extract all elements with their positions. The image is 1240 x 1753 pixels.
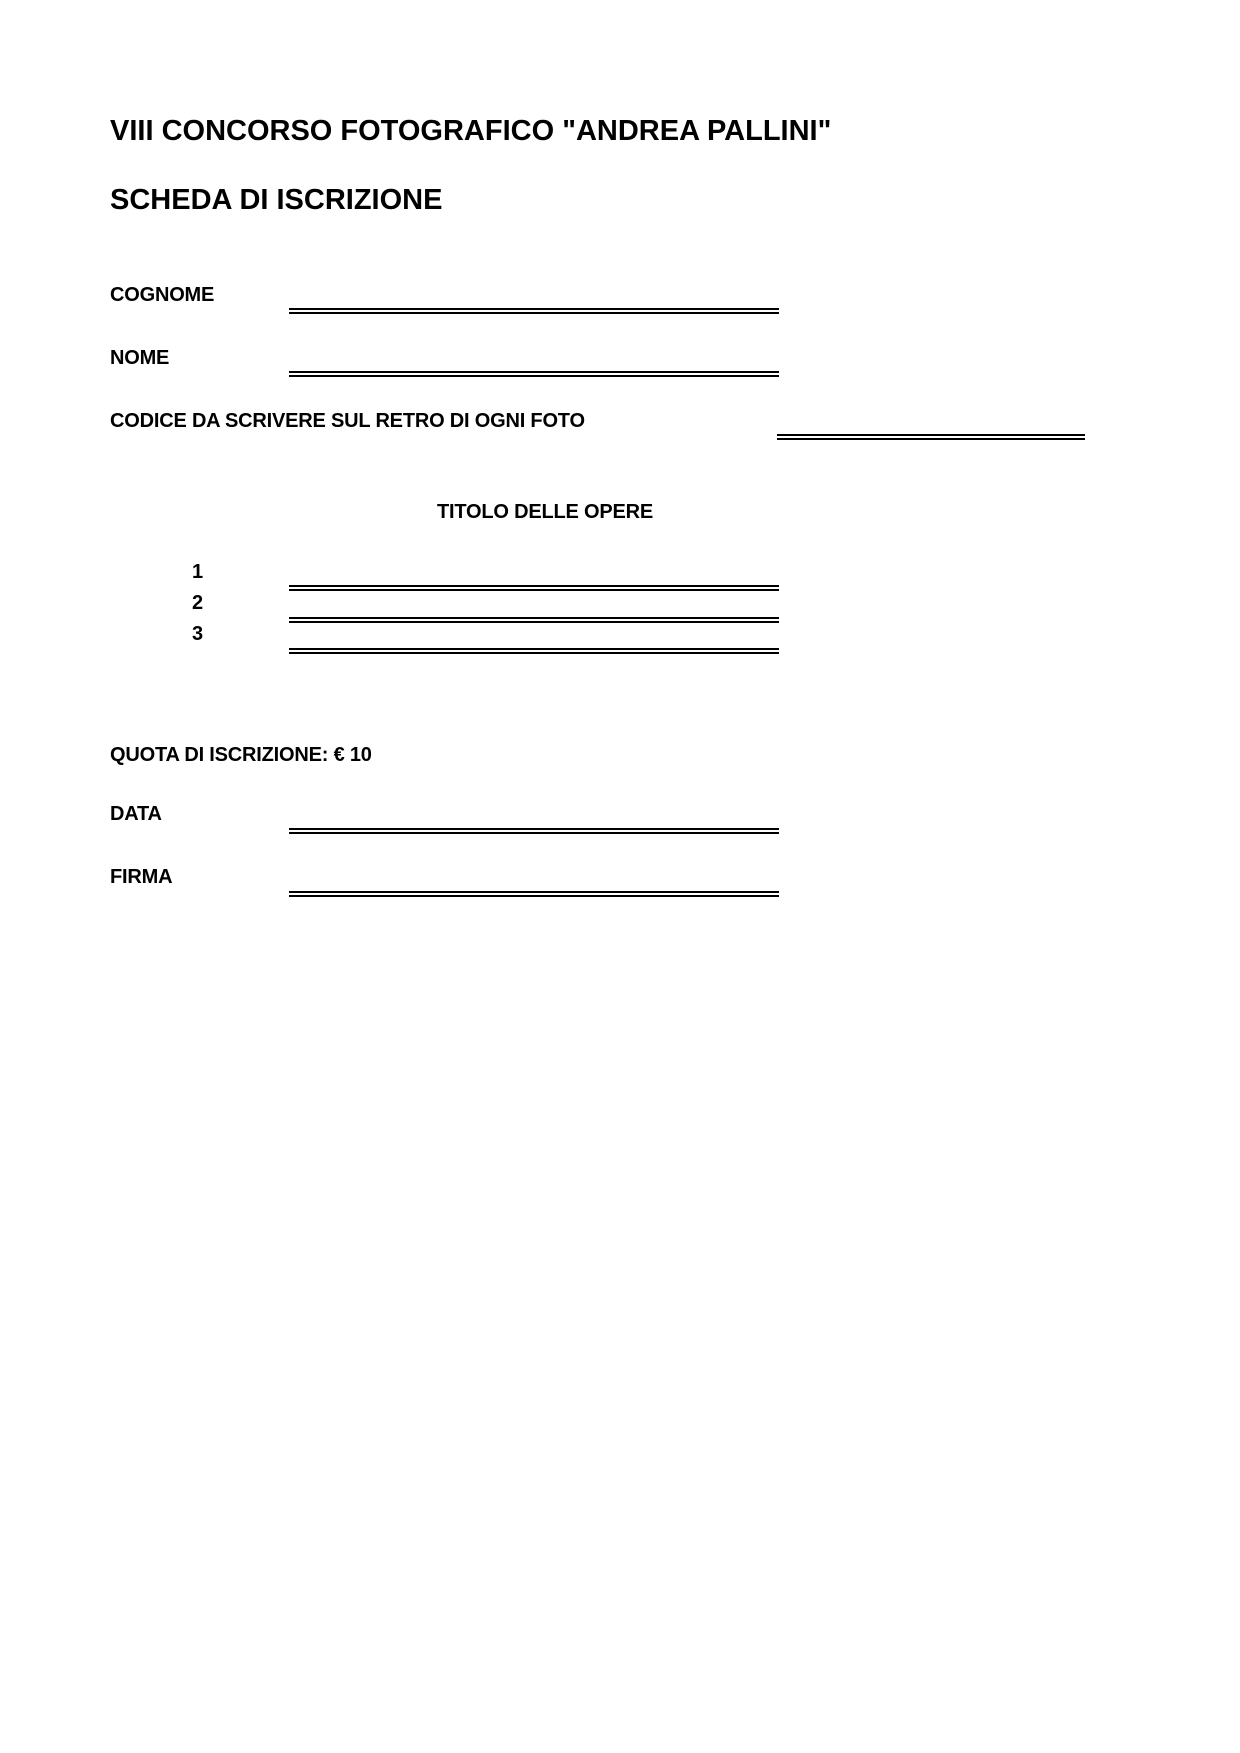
opera-number-3: 3 — [192, 623, 204, 645]
data-label: DATA — [110, 803, 162, 825]
codice-label: CODICE DA SCRIVERE SUL RETRO DI OGNI FOTO — [110, 410, 585, 432]
quota-label: QUOTA DI ISCRIZIONE: € 10 — [110, 744, 372, 766]
opera-title-field-3[interactable] — [289, 648, 779, 654]
page-title: VIII CONCORSO FOTOGRAFICO "ANDREA PALLINI" — [110, 115, 832, 147]
nome-label: NOME — [110, 347, 170, 369]
opera-title-field-1[interactable] — [289, 585, 779, 591]
data-field[interactable] — [289, 828, 779, 834]
opera-number-1: 1 — [192, 561, 204, 583]
page-subtitle: SCHEDA DI ISCRIZIONE — [110, 184, 443, 216]
firma-field[interactable] — [289, 891, 779, 897]
cognome-label: COGNOME — [110, 284, 215, 306]
cognome-field[interactable] — [289, 308, 779, 314]
opera-title-field-2[interactable] — [289, 617, 779, 623]
codice-field[interactable] — [777, 434, 1085, 440]
nome-field[interactable] — [289, 371, 779, 377]
opera-number-2: 2 — [192, 592, 204, 614]
opere-heading: TITOLO DELLE OPERE — [437, 501, 654, 523]
firma-label: FIRMA — [110, 866, 173, 888]
